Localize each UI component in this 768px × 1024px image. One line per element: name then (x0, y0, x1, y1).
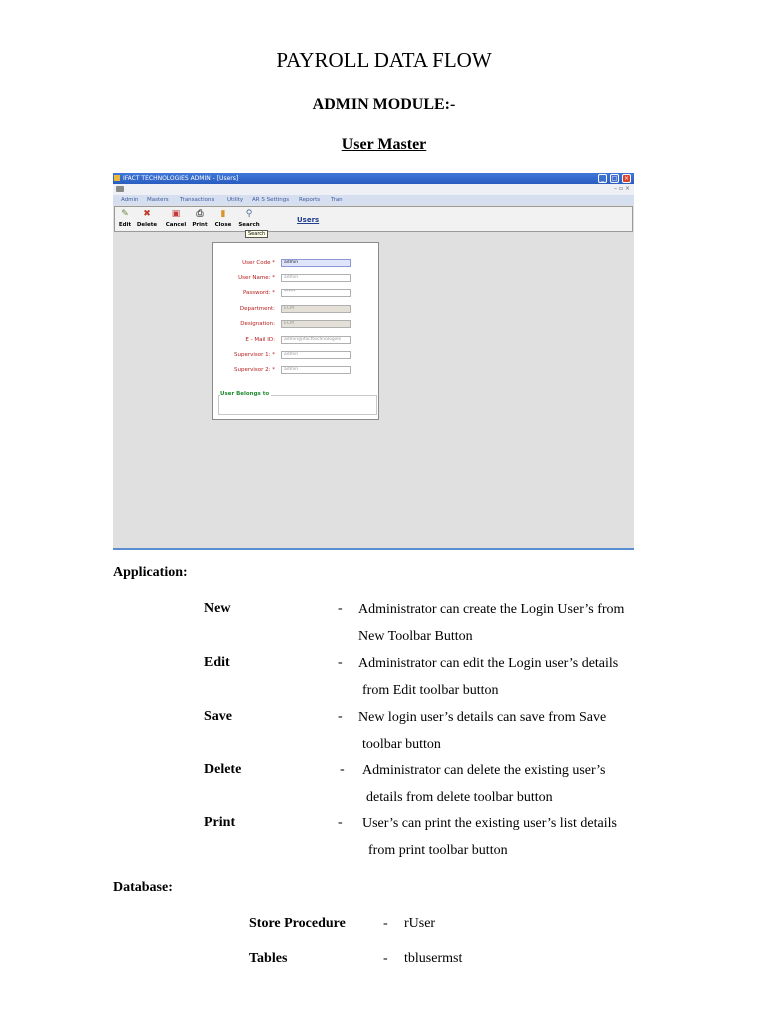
menu-transactions[interactable]: Transactions (180, 197, 215, 203)
supervisor2-input[interactable]: admin (281, 366, 351, 374)
app-desc-delete-line1: Administrator can delete the existing user’s (362, 763, 606, 778)
app-desc-edit-line1: Administrator can edit the Login user’s details (358, 656, 619, 671)
db-value-tables: tblusermst (404, 951, 463, 966)
toolbar (114, 206, 633, 232)
app-dash: - (338, 709, 343, 724)
close-button[interactable] (212, 209, 234, 228)
mdi-controls-icon[interactable]: – ▫ × (614, 185, 630, 192)
window-title: IFACT TECHNOLOGIES ADMIN - [Users] (123, 175, 239, 182)
app-desc-delete-line2: details from delete toolbar button (366, 790, 553, 805)
search-tooltip: Search (245, 230, 268, 238)
cancel-label: Cancel (165, 222, 187, 228)
window-titlebar (113, 173, 634, 184)
db-value-store-procedure: rUser (404, 916, 436, 931)
password-label: Password: * (242, 290, 275, 296)
email-input[interactable]: admin@ifacttechnologies (281, 336, 351, 344)
menu-admin[interactable]: Admin (121, 197, 139, 203)
menu-tran[interactable]: Tran (331, 197, 343, 203)
designation-label: Designation: (240, 321, 275, 327)
search-button[interactable] (236, 209, 262, 228)
db-term-tables: Tables (249, 951, 288, 966)
document-title: PAYROLL DATA FLOW (276, 48, 492, 72)
supervisor2-label: Supervisor 2: * (234, 367, 275, 373)
user-code-input[interactable]: admin (281, 259, 351, 267)
user-name-input[interactable]: admin (281, 274, 351, 282)
app-dash: - (338, 601, 343, 616)
database-heading: Database: (113, 880, 173, 895)
app-dash: - (338, 815, 343, 830)
edit-icon: ✎ (121, 209, 129, 219)
user-belongs-to-group (218, 395, 377, 415)
user-belongs-to-title: User Belongs to (220, 391, 270, 397)
app-term-print: Print (204, 815, 236, 830)
app-desc-print (362, 810, 682, 864)
db-dash: - (383, 951, 388, 966)
print-label: Print (192, 222, 208, 228)
app-term-new: New (204, 601, 231, 616)
menu-masters[interactable]: Masters (147, 197, 169, 203)
app-desc-print-line1: User’s can print the existing user’s list details (362, 816, 617, 831)
department-input[interactable]: ECM (281, 305, 351, 313)
application-heading: Application: (113, 565, 188, 580)
menu-bar (113, 195, 634, 205)
email-label: E - Mail ID: (245, 337, 275, 343)
supervisor1-input[interactable]: admin (281, 351, 351, 359)
section-heading: User Master (341, 136, 427, 153)
close-label: Close (214, 222, 232, 228)
delete-icon: ✖ (143, 209, 151, 219)
app-desc-new-line2: New Toolbar Button (358, 629, 473, 644)
app-term-delete: Delete (204, 762, 242, 777)
app-screenshot (113, 173, 634, 550)
delete-button[interactable] (135, 209, 159, 228)
password-input[interactable]: ***** (281, 289, 351, 297)
app-desc-edit-line2: from Edit toolbar button (362, 683, 499, 698)
app-icon (114, 175, 120, 181)
app-desc-edit (358, 650, 668, 704)
app-desc-save-line2: toolbar button (362, 737, 441, 752)
app-term-edit: Edit (204, 655, 230, 670)
print-icon: ⎙ (196, 209, 204, 219)
search-label: Search (238, 222, 260, 228)
user-form (212, 242, 379, 420)
user-code-label: User Code * (242, 260, 275, 266)
app-desc-delete (362, 757, 672, 811)
app-dash: - (338, 655, 343, 670)
edit-button[interactable] (117, 209, 133, 228)
db-term-store-procedure: Store Procedure (249, 916, 346, 931)
app-dash: - (340, 762, 345, 777)
supervisor1-label: Supervisor 1: * (234, 352, 275, 358)
print-button[interactable] (191, 209, 209, 228)
app-desc-print-line2: from print toolbar button (368, 843, 508, 858)
mdi-bar (113, 184, 634, 195)
app-desc-new (358, 596, 668, 650)
maximize-icon[interactable]: □ (611, 175, 618, 182)
module-heading: ADMIN MODULE:- (312, 96, 456, 113)
users-form-label: Users (297, 216, 320, 224)
cancel-icon: ▣ (171, 209, 181, 219)
mdi-child-icon (116, 186, 124, 192)
edit-label: Edit (118, 222, 132, 228)
menu-utility[interactable]: Utility (227, 197, 244, 203)
db-dash: - (383, 916, 388, 931)
close-icon: ▮ (220, 209, 226, 219)
app-desc-new-line1: Administrator can create the Login User’s from (358, 602, 625, 617)
cancel-button[interactable] (164, 209, 188, 228)
app-desc-save-line1: New login user’s details can save from Save (358, 710, 607, 725)
minimize-icon[interactable]: _ (598, 174, 607, 183)
close-window-icon[interactable]: × (623, 175, 630, 182)
menu-reports[interactable]: Reports (299, 197, 321, 203)
search-icon: ⚲ (245, 209, 253, 219)
designation-input[interactable]: ECM (281, 320, 351, 328)
user-name-label: User Name: * (238, 275, 275, 281)
menu-ars-settings[interactable]: AR S Settings (252, 197, 290, 203)
department-label: Department: (239, 306, 275, 312)
app-desc-save (358, 704, 668, 758)
app-term-save: Save (204, 709, 232, 724)
delete-label: Delete (136, 222, 158, 228)
